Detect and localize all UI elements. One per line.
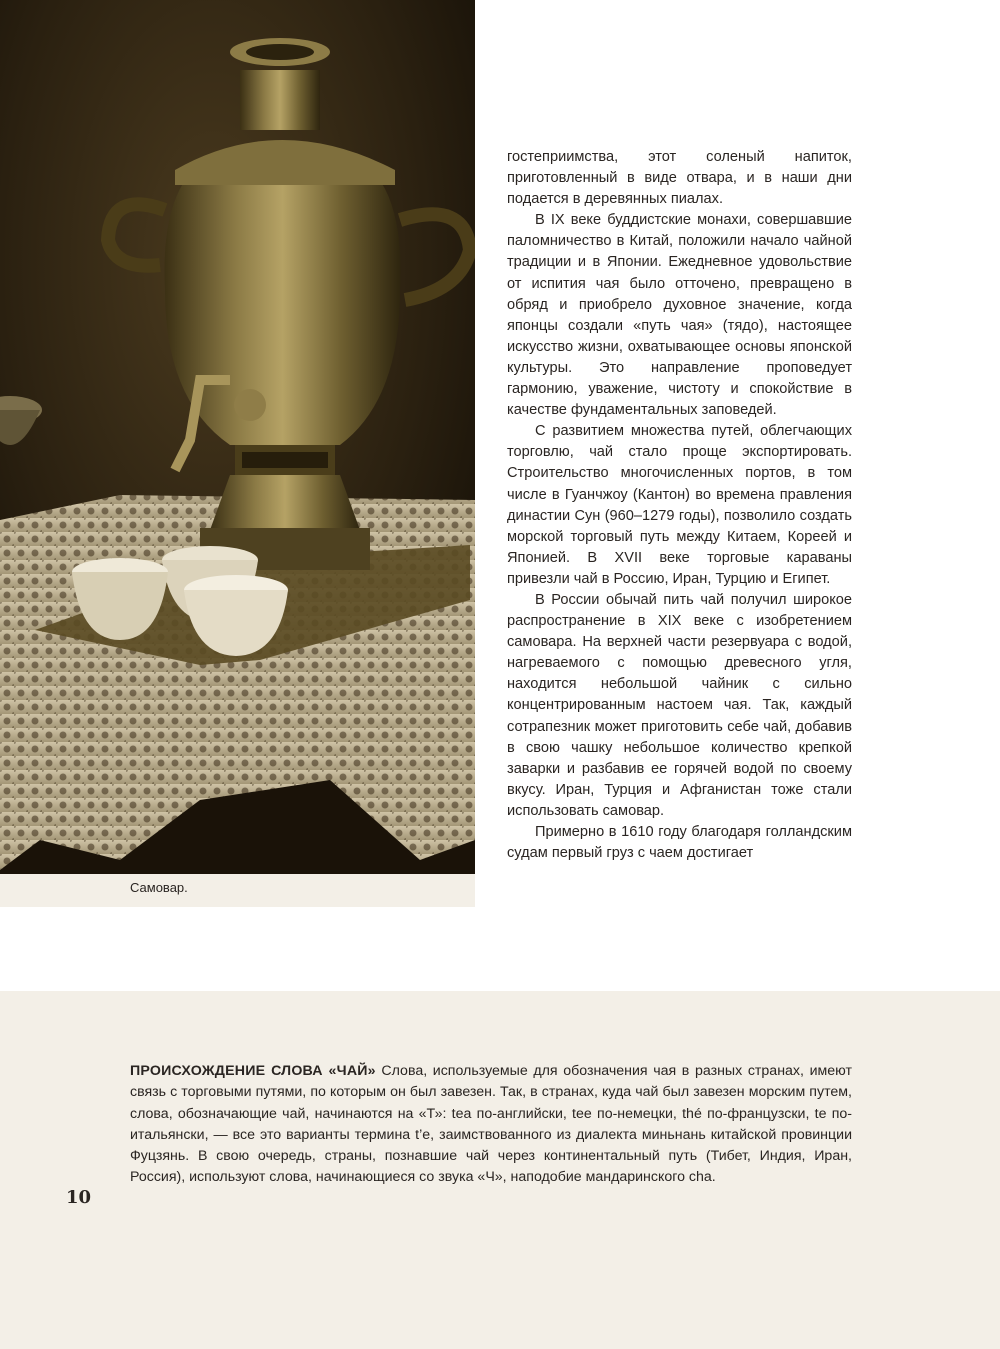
sidebar-body: Слова, используемые для обозначения чая в разных странах, имеют связь с торговыми путями, по которым он был завезен. Так, в странах, куда чай был завезен морским путем, слова, обозначающие чай, начинаются на «Т»: tea по-английски, tee по-немецки, thé по-французски, te по-итальянски, — все это варианты термина t’e, заимствованного из диалекта миньнань китайской провинции Фуцзянь. В свою очередь, страны, познавшие чай через континентальный путь (Тибет, Индия, Иран, Россия), используют слова, начинающиеся со звука «Ч», наподобие мандаринского cha. [130,1063,852,1186]
paragraph: В России обычай пить чай получил широкое распространение в XIX веке с изобретением самовара. На верхней части резервуара с водой, нагреваемого с помощью древесного угля, находится небольшой чайник с сильно концентрированным настоем чая. Так, каждый сотрапезник может приготовить себе чай, добавив в свою чашку небольшое количество крепкой заварки и разбавив ее горячей водой по своему вкусу. Иран, Турция и Афганистан тоже стали использовать самовар. [507,591,852,819]
samovar-photo [0,0,475,874]
sidebar-heading: ПРОИСХОЖДЕНИЕ СЛОВА «ЧАЙ» [130,1063,376,1079]
photo-figure [0,0,475,907]
sidebar-text [130,1061,852,1189]
photo-caption: Самовар. [130,880,188,895]
page-number: 10 [66,1187,92,1208]
paragraph: гостеприимства, этот соленый напиток, приготовленный в виде отвара, и в наши дни подается в деревянных пиалах. [507,149,852,208]
paragraph: Примерно в 1610 году благодаря голландским судам первый груз с чаем достигает [507,824,852,862]
paragraph: С развитием множества путей, облегчающих торговлю, чай стало проще экспортировать. Строительство многочисленных портов, в том числе в Гуанчжоу (Кантон) во времена правления династии Сун (960–1279 годы), позволило создать морской торговый путь между Китаем, Кореей и Японией. В XVII веке торговые караваны привезли чай в Россию, Иран, Турцию и Египет. [507,423,852,587]
main-text-column [507,147,852,864]
paragraph: В IX веке буддистские монахи, совершавшие паломничество в Китай, положили начало чайной традиции и в Японии. Ежедневное удовольствие от испития чая было отточено, превращено в обряд и приобрело духовное значение, когда японцы создали «путь чая» (тядо), настоящее искусство жизни, охватывающее основы японской культуры. Это направление проповедует гармонию, уважение, чистоту и спокойствие в качестве фундаментальных заповедей. [507,212,852,419]
